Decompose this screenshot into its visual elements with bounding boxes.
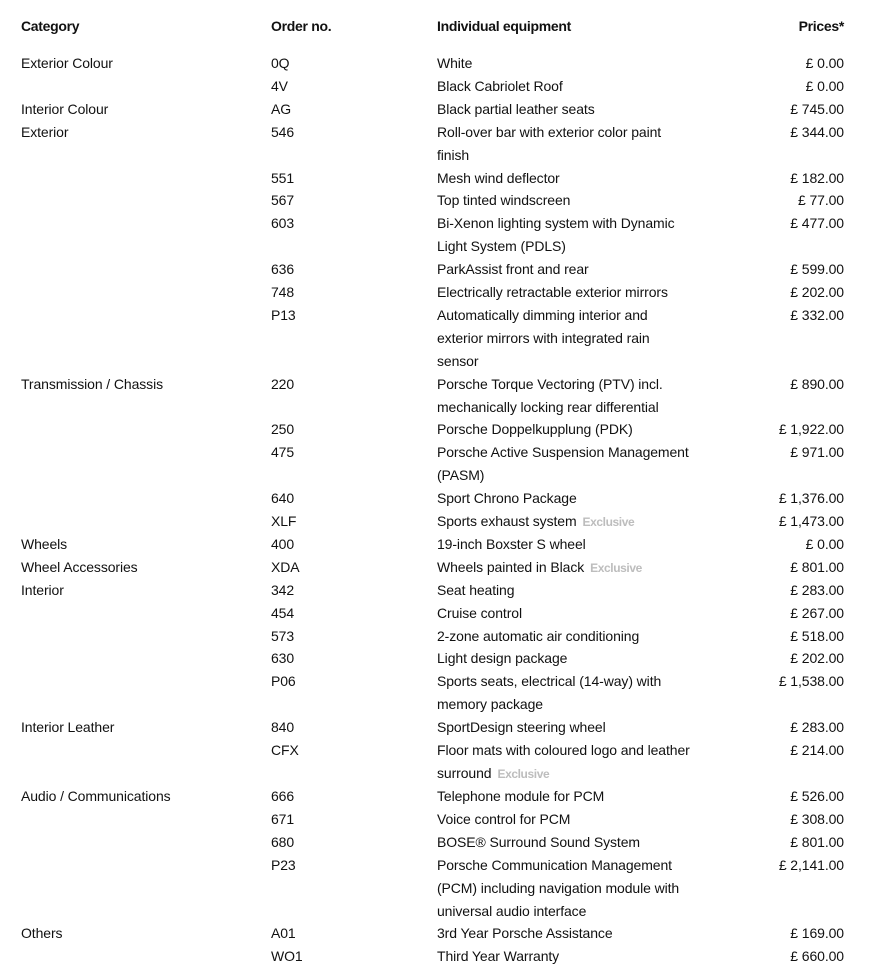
equipment-cell: [437, 945, 737, 968]
prices-header: Prices*: [798, 18, 844, 34]
price-cell: £ 801.00: [790, 833, 844, 850]
equipment-cell: [437, 854, 737, 923]
equipment-cell: [437, 167, 737, 190]
equipment-text: White: [437, 55, 473, 71]
equipment-line: [437, 762, 737, 786]
price-cell: £ 202.00: [790, 650, 844, 667]
order-number-cell: 4V: [271, 77, 288, 94]
equipment-text: Roll-over bar with exterior color paint: [437, 123, 662, 140]
equipment-text: mechanically locking rear differential: [437, 398, 659, 415]
equipment-line: [437, 189, 737, 212]
equipment-line: [437, 418, 737, 441]
equipment-line: [437, 693, 737, 716]
price-cell: £ 745.00: [790, 100, 844, 117]
equipment-cell: [437, 189, 737, 212]
equipment-cell: [437, 831, 737, 854]
equipment-cell: [437, 281, 737, 304]
equipment-text: Bi-Xenon lighting system with Dynamic: [437, 215, 675, 232]
price-cell: £ 214.00: [790, 742, 844, 758]
category-cell: Exterior: [21, 123, 69, 140]
equipment-text: exterior mirrors with integrated rain: [437, 329, 650, 346]
equipment-line: [437, 877, 737, 900]
equipment-line: [437, 602, 737, 625]
equipment-text: Wheels painted in Black: [437, 558, 585, 575]
order-number-cell: 630: [271, 650, 295, 667]
price-cell: £ 182.00: [790, 169, 844, 186]
equipment-cell: [437, 716, 737, 739]
category-cell: Interior: [21, 581, 64, 598]
exclusive-badge: Exclusive: [590, 560, 642, 575]
equipment-text: Porsche Communication Management: [437, 856, 672, 873]
equipment-cell: [437, 808, 737, 831]
equipment-text: 2-zone automatic air conditioning: [437, 627, 640, 644]
price-cell: £ 0.00: [805, 77, 844, 94]
order-number-cell: 546: [271, 123, 295, 140]
equipment-cell: [437, 785, 737, 808]
equipment-cell: [437, 52, 737, 75]
order-number-cell: 573: [271, 627, 295, 644]
price-cell: £ 308.00: [790, 810, 844, 827]
order-number-cell: XLF: [271, 513, 297, 529]
equipment-text: Black partial leather seats: [437, 100, 595, 117]
price-cell: £ 2,141.00: [778, 856, 844, 873]
order-number-header: Order no.: [271, 18, 332, 34]
order-number-cell: 400: [271, 535, 295, 552]
equipment-line: [437, 235, 737, 258]
equipment-line: [437, 579, 737, 602]
equipment-line: [437, 533, 737, 556]
equipment-cell: [437, 98, 737, 121]
price-cell: £ 283.00: [790, 581, 844, 598]
equipment-text: SportDesign steering wheel: [437, 719, 606, 736]
equipment-line: [437, 900, 737, 923]
equipment-text: finish: [437, 146, 470, 163]
order-number-cell: 748: [271, 284, 295, 300]
equipment-text: Telephone module for PCM: [437, 787, 605, 804]
equipment-text: Sport Chrono Package: [437, 490, 577, 507]
order-number-cell: 551: [271, 169, 295, 186]
equipment-line: [437, 647, 737, 670]
price-cell: £ 890.00: [790, 375, 844, 392]
order-number-cell: P06: [271, 673, 296, 690]
category-cell: Interior Colour: [21, 100, 109, 117]
equipment-line: [437, 831, 737, 854]
equipment-text: Porsche Active Suspension Management: [437, 444, 689, 461]
order-number-cell: 0Q: [271, 55, 290, 71]
price-cell: £ 1,473.00: [778, 513, 844, 529]
price-cell: £ 801.00: [790, 558, 844, 575]
order-number-cell: 636: [271, 261, 295, 278]
equipment-line: [437, 510, 737, 534]
price-cell: £ 0.00: [805, 55, 844, 71]
equipment-text: Black Cabriolet Roof: [437, 77, 563, 94]
equipment-line: [437, 281, 737, 304]
equipment-text: Voice control for PCM: [437, 810, 571, 827]
price-cell: £ 518.00: [790, 627, 844, 644]
equipment-line: [437, 212, 737, 235]
equipment-cell: [437, 487, 737, 510]
equipment-cell: [437, 602, 737, 625]
equipment-line: [437, 75, 737, 98]
order-number-cell: 475: [271, 444, 295, 461]
category-cell: Interior Leather: [21, 719, 115, 736]
price-cell: £ 1,376.00: [778, 490, 844, 507]
order-number-cell: 666: [271, 787, 295, 804]
equipment-line: [437, 854, 737, 877]
equipment-cell: [437, 579, 737, 602]
equipment-line: [437, 373, 737, 396]
equipment-line: [437, 167, 737, 190]
equipment-text: Third Year Warranty: [437, 948, 560, 965]
equipment-cell: [437, 922, 737, 945]
order-number-cell: 454: [271, 604, 295, 621]
equipment-cell: [437, 739, 737, 786]
equipment-cell: [437, 625, 737, 648]
equipment-text: Cruise control: [437, 604, 522, 621]
price-cell: £ 971.00: [790, 444, 844, 461]
equipment-cell: [437, 304, 737, 373]
equipment-text: (PCM) including navigation module with: [437, 879, 680, 896]
category-cell: Others: [21, 925, 63, 942]
price-cell: £ 660.00: [790, 948, 844, 965]
equipment-text: Light design package: [437, 650, 568, 667]
order-number-cell: 250: [271, 421, 295, 438]
order-number-cell: A01: [271, 925, 296, 942]
equipment-cell: [437, 510, 737, 534]
equipment-line: [437, 441, 737, 464]
price-cell: £ 202.00: [790, 284, 844, 300]
equipment-cell: [437, 373, 737, 419]
order-number-cell: 671: [271, 810, 295, 827]
equipment-text: universal audio interface: [437, 902, 587, 919]
order-number-cell: 680: [271, 833, 295, 850]
equipment-text: Sports seats, electrical (14-way) with: [437, 673, 662, 690]
equipment-text: surround: [437, 765, 492, 781]
category-cell: Exterior Colour: [21, 55, 113, 71]
equipment-cell: [437, 75, 737, 98]
exclusive-badge: Exclusive: [497, 767, 550, 781]
price-cell: £ 332.00: [790, 306, 844, 323]
price-cell: £ 1,922.00: [778, 421, 844, 438]
price-cell: £ 599.00: [790, 261, 844, 278]
equipment-line: [437, 716, 737, 739]
equipment-text: Electrically retractable exterior mirrors: [437, 284, 668, 300]
equipment-line: [437, 396, 737, 419]
equipment-text: 3rd Year Porsche Assistance: [437, 925, 613, 942]
equipment-line: [437, 625, 737, 648]
equipment-cell: [437, 258, 737, 281]
equipment-text: Floor mats with coloured logo and leather: [437, 742, 690, 758]
equipment-cell: [437, 121, 737, 167]
category-cell: Audio / Communications: [21, 787, 171, 804]
price-cell: £ 477.00: [790, 215, 844, 232]
equipment-cell: [437, 533, 737, 556]
equipment-text: Automatically dimming interior and: [437, 306, 648, 323]
category-header: Category: [21, 18, 80, 34]
equipment-text: 19-inch Boxster S wheel: [437, 535, 586, 552]
equipment-line: [437, 487, 737, 510]
equipment-line: [437, 144, 737, 167]
equipment-line: [437, 464, 737, 487]
equipment-text: sensor: [437, 352, 479, 369]
equipment-line: [437, 350, 737, 373]
price-cell: £ 77.00: [797, 192, 844, 209]
equipment-text: Light System (PDLS): [437, 238, 566, 255]
price-cell: £ 1,538.00: [778, 673, 844, 690]
equipment-line: [437, 258, 737, 281]
exclusive-badge: Exclusive: [582, 515, 635, 529]
equipment-text: Sports exhaust system: [437, 513, 577, 529]
category-cell: Wheels: [21, 535, 68, 552]
price-cell: £ 526.00: [790, 787, 844, 804]
equipment-text: (PASM): [437, 467, 485, 484]
equipment-cell: [437, 556, 737, 580]
order-number-cell: 840: [271, 719, 295, 736]
equipment-line: [437, 98, 737, 121]
order-number-cell: WO1: [271, 948, 303, 965]
equipment-text: Porsche Torque Vectoring (PTV) incl.: [437, 375, 663, 392]
price-cell: £ 267.00: [790, 604, 844, 621]
order-number-cell: 603: [271, 215, 295, 232]
category-cell: Wheel Accessories: [21, 558, 138, 575]
order-number-cell: AG: [271, 100, 292, 117]
order-number-cell: P23: [271, 856, 296, 873]
order-number-cell: CFX: [271, 742, 299, 758]
equipment-text: BOSE® Surround Sound System: [437, 833, 640, 850]
equipment-text: ParkAssist front and rear: [437, 261, 589, 278]
equipment-line: [437, 922, 737, 945]
order-number-cell: 220: [271, 375, 295, 392]
equipment-text: Porsche Doppelkupplung (PDK): [437, 421, 633, 438]
equipment-cell: [437, 212, 737, 258]
price-cell: £ 169.00: [790, 925, 844, 942]
price-cell: £ 344.00: [790, 123, 844, 140]
order-number-cell: 342: [271, 581, 295, 598]
equipment-text: Top tinted windscreen: [437, 192, 571, 209]
price-cell: £ 283.00: [790, 719, 844, 736]
equipment-line: [437, 52, 737, 75]
order-number-cell: 567: [271, 192, 295, 209]
equipment-line: [437, 945, 737, 968]
equipment-line: [437, 304, 737, 327]
equipment-text: Mesh wind deflector: [437, 169, 560, 186]
equipment-line: [437, 785, 737, 808]
equipment-header: Individual equipment: [437, 18, 572, 34]
equipment-text: Seat heating: [437, 581, 515, 598]
equipment-cell: [437, 441, 737, 487]
equipment-text: memory package: [437, 696, 543, 713]
equipment-line: [437, 808, 737, 831]
equipment-cell: [437, 670, 737, 716]
category-cell: Transmission / Chassis: [21, 375, 163, 392]
price-cell: £ 0.00: [805, 535, 844, 552]
equipment-line: [437, 327, 737, 350]
equipment-cell: [437, 647, 737, 670]
order-number-cell: P13: [271, 306, 296, 323]
equipment-line: [437, 670, 737, 693]
order-number-cell: 640: [271, 490, 295, 507]
equipment-line: [437, 121, 737, 144]
equipment-line: [437, 556, 737, 580]
order-number-cell: XDA: [271, 558, 300, 575]
equipment-cell: [437, 418, 737, 441]
equipment-line: [437, 739, 737, 762]
